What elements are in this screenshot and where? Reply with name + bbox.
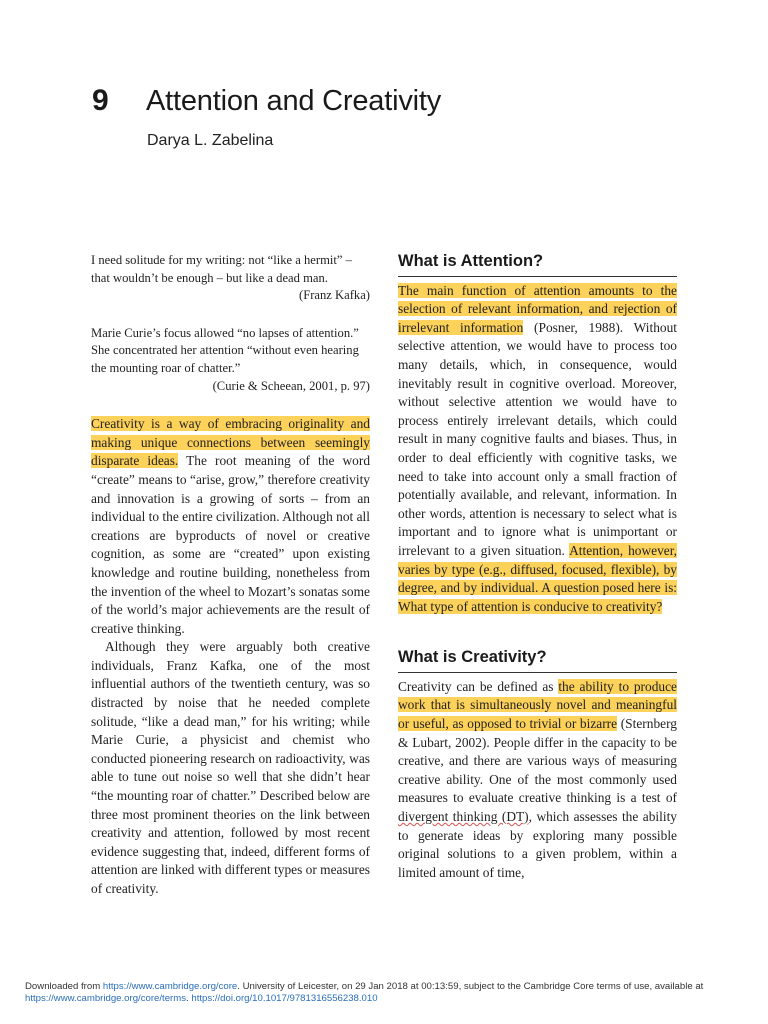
body-paragraph-1 — [91, 415, 370, 638]
chapter-heading — [92, 84, 441, 118]
highlight-creativity-ability: the ability to produce work that is simultaneously novel and meaningful or useful, as opposed to trivial or bizarre — [398, 678, 677, 732]
chapter-number: 9 — [92, 84, 109, 117]
creativity-paragraph-end: , which assesses the ability to generate ideas by exploring many possible original solutions to a given problem, within a limited amount of time, — [398, 809, 677, 880]
footer-prefix: Downloaded from — [25, 981, 103, 992]
footer-middle: . University of Leicester, on 29 Jan 2018 at 00:13:59, subject to the Cambridge Core terms of use, available at — [237, 981, 704, 992]
highlight-creativity-definition: Creativity is a way of embracing originality and making unique connections between seemingly disparate ideas. — [91, 416, 370, 469]
body-paragraph-1-text: The root meaning of the word “create” means to “arise, grow,” therefore creativity and innovation is a growing of sorts – from an individual to the entire civilization. Although not all creations are byproducts of novel or creative cognition, as some are “created” upon existing knowledge and routine building, nonetheless from the invention of the wheel to Mozart’s sonatas some of the world’s major achievements are the result of creative thinking. — [91, 453, 371, 636]
footer-separator: . — [186, 993, 192, 1004]
epigraph-kafka-text: I need solitude for my writing: not “like a hermit” – that wouldn’t be enough – but like a dead man. — [91, 253, 352, 285]
epigraph-curie-source: (Curie & Scheean, 2001, p. 97) — [212, 378, 370, 393]
epigraph-kafka-source: (Franz Kafka) — [299, 288, 370, 303]
section-heading-attention: What is Attention? — [398, 252, 677, 277]
footer-link-core[interactable]: https://www.cambridge.org/core — [102, 981, 238, 992]
footer-link-terms[interactable]: https://www.cambridge.org/core/terms — [25, 993, 187, 1004]
creativity-paragraph-intro: Creativity can be defined as — [398, 678, 559, 694]
download-footer — [25, 981, 745, 1005]
epigraph-curie-text: Marie Curie’s focus allowed “no lapses of attention.” She concentrated her attention “without even hearing the mounting roar of chatter.” — [91, 325, 359, 375]
highlight-attention-function: The main function of attention amounts to the selection of relevant information, and rejection of irrelevant information — [398, 282, 677, 335]
section-heading-creativity: What is Creativity? — [398, 648, 677, 673]
author-name: Darya L. Zabelina — [147, 132, 274, 149]
attention-paragraph-text: (Posner, 1988). Without selective attention, we would have to process too many details, which, in consequence, would inevitably result in cognitive overload. Moreover, without selective attention we would have to process entirely irrelevant details, which could result in many cognitive faults and biases. Thus, in order to deal efficiently with cognitive tasks, we need to take into account only a small fraction of potentially available, and relevant, information. In other words, attention is necessary to select what is important and to ignore what is unimportant or irrelevant to a given situation. — [398, 319, 677, 558]
creativity-paragraph-text: (Sternberg & Lubart, 2002). People differ in the capacity to be creative, and there are various ways of measuring creative ability. One of the most commonly used measures to evaluate creative thinking is a test of — [398, 716, 677, 806]
footer-link-doi[interactable]: https://doi.org/10.1017/9781316556238.010 — [191, 993, 378, 1004]
body-paragraph-2: Although they were arguably both creative individuals, Franz Kafka, one of the most influential authors of the twentieth century, was so distracted by noise that he needed complete solitude, “like a dead man,” for his writing; while Marie Curie, a physicist and chemist who conducted pioneering research on radioactivity, was able to tune out noise so well that she didn’t hear “the mounting roar of chatter.” Described below are three most prominent theories on the link between creativity and attention, followed by most recent evidence suggesting that, indeed, different forms of attention are linked with different types or measures of creativity. — [91, 639, 371, 896]
creativity-paragraph — [398, 678, 677, 883]
chapter-title: Attention and Creativity — [146, 85, 442, 117]
left-column — [91, 252, 370, 899]
divergent-thinking-term: divergent thinking (DT) — [398, 809, 529, 825]
highlight-attention-types: Attention, however, varies by type (e.g., diffused, focused, flexible), by degree, and by individual. A question posed here is: What type of attention is conducive to creativity? — [398, 542, 677, 614]
attention-paragraph — [398, 282, 677, 617]
right-column — [398, 252, 677, 882]
